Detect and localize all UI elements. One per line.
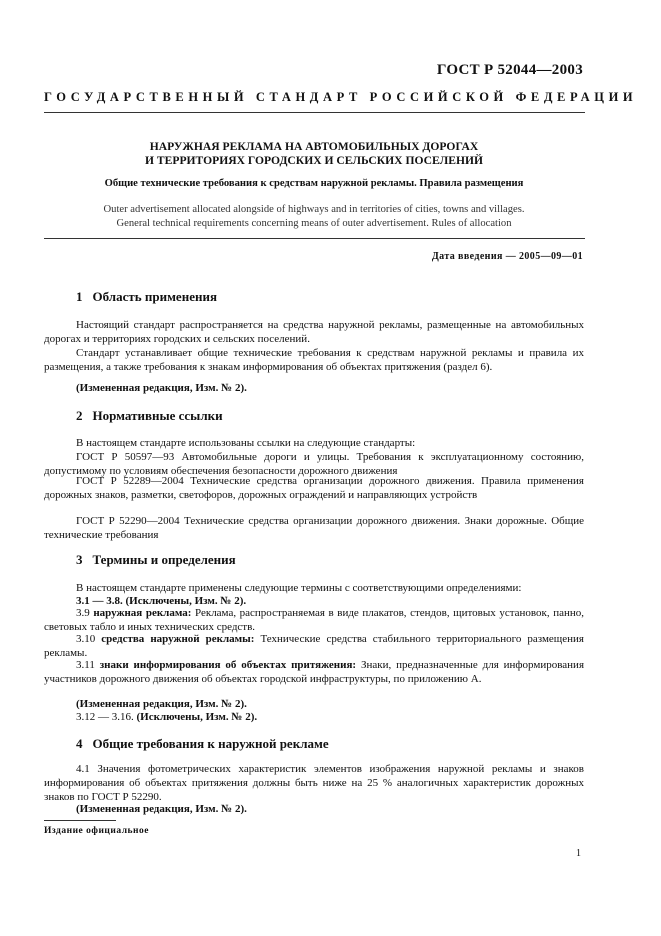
section-2-heading (76, 408, 233, 424)
section-3-amendment-note: (Измененная редакция, Изм. № 2). (76, 698, 247, 710)
document-subtitle: Общие технические требования к средствам наружной рекламы. Правила размещения (104, 178, 524, 189)
section-title: Термины и определения (92, 552, 236, 567)
term-name: знаки информирования об объектах притяжения: (99, 659, 357, 671)
english-title-line2: General technical requirements concerning means of outer advertisement. Rules of allocation (116, 218, 512, 229)
document-title-line2: И ТЕРРИТОРИЯХ ГОРОДСКИХ И СЕЛЬСКИХ ПОСЕЛЕНИЙ (144, 154, 484, 167)
term-3-10: 3.10 средства наружной рекламы: Технические средства стабильного территориального размещения рекламы. (44, 633, 584, 660)
section-1-paragraph-2: Стандарт устанавливает общие технические требования к средствам наружной рекламы и правила их размещения, а также требования к знакам информирования об объектах притяжения (раздел 6). (44, 347, 584, 374)
section-2-paragraph-1: В настоящем стандарте использованы ссылки на следующие стандарты: (76, 437, 416, 449)
document-title-line1: НАРУЖНАЯ РЕКЛАМА НА АВТОМОБИЛЬНЫХ ДОРОГАХ (149, 140, 479, 153)
section-title: Общие требования к наружной рекламе (92, 736, 329, 751)
section-4-paragraph-1: 4.1 Значения фотометрических характеристик элементов изображения наружной рекламы и знаков информирования об объектах притяжения должны быть ниже на 25 % аналогичных характеристик дорожных знаков по ГОСТ Р 52290. (44, 763, 584, 804)
standard-header: ГОСУДАРСТВЕННЫЙ СТАНДАРТ РОССИЙСКОЙ ФЕДЕРАЦИИ (44, 90, 638, 104)
english-title-line1: Outer advertisement allocated alongside of highways and in territories of cities, towns and villages. (103, 204, 525, 215)
title-rule (44, 238, 585, 239)
term-name: наружная реклама: (93, 607, 192, 619)
reference-gost-52290: ГОСТ Р 52290—2004 Технические средства организации дорожного движения. Знаки дорожные. Общие технические требования (44, 515, 584, 542)
term-3-11: 3.11 знаки информирования об объектах притяжения: Знаки, предназначенные для информирования участников дорожного движения об объектах городской инфраструктуры, по приложению А. (44, 659, 584, 686)
edition-label: Издание официальное (44, 826, 150, 836)
section-number: 1 (76, 289, 83, 304)
document-code: ГОСТ Р 52044—2003 (436, 62, 583, 78)
footnote-rule (44, 820, 116, 821)
section-title: Нормативные ссылки (92, 408, 223, 423)
section-3-paragraph-1: В настоящем стандарте применены следующие термины с соответствующими определениями: (76, 582, 522, 594)
term-3-9: 3.9 наружная реклама: Реклама, распространяемая в виде плакатов, стендов, щитовых установок, панно, световых табло и иных технических средств. (44, 607, 584, 634)
section-number: 3 (76, 552, 83, 567)
section-3-excluded-note-2: 3.12 — 3.16. (Исключены, Изм. № 2). (76, 711, 258, 723)
section-3-heading (76, 552, 246, 568)
reference-gost-50597: ГОСТ Р 50597—93 Автомобильные дороги и улицы. Требования к эксплуатационному состоянию, допустимому по условиям обеспечения безопасности дорожного движения (44, 451, 584, 478)
section-1-paragraph-1: Настоящий стандарт распространяется на средства наружной рекламы, размещенные на автомобильных дорогах и территориях городских и сельских поселений. (44, 319, 584, 346)
reference-gost-52289: ГОСТ Р 52289—2004 Технические средства организации дорожного движения. Правила применения дорожных знаков, разметки, светофоров, дорожных ограждений и направляющих устройств (44, 475, 584, 502)
introduction-date: Дата введения — 2005—09—01 (431, 251, 583, 262)
section-1-heading (76, 289, 227, 305)
section-4-amendment-note: (Измененная редакция, Изм. № 2). (76, 803, 247, 815)
header-rule (44, 112, 585, 113)
section-number: 2 (76, 408, 83, 423)
section-title: Область применения (92, 289, 217, 304)
section-4-heading (76, 736, 339, 752)
section-number: 4 (76, 736, 83, 751)
section-3-excluded-note: 3.1 — 3.8. (Исключены, Изм. № 2). (76, 595, 247, 607)
page-number: 1 (576, 848, 581, 859)
section-1-amendment-note: (Измененная редакция, Изм. № 2). (76, 382, 247, 394)
term-name: средства наружной рекламы: (101, 633, 255, 645)
